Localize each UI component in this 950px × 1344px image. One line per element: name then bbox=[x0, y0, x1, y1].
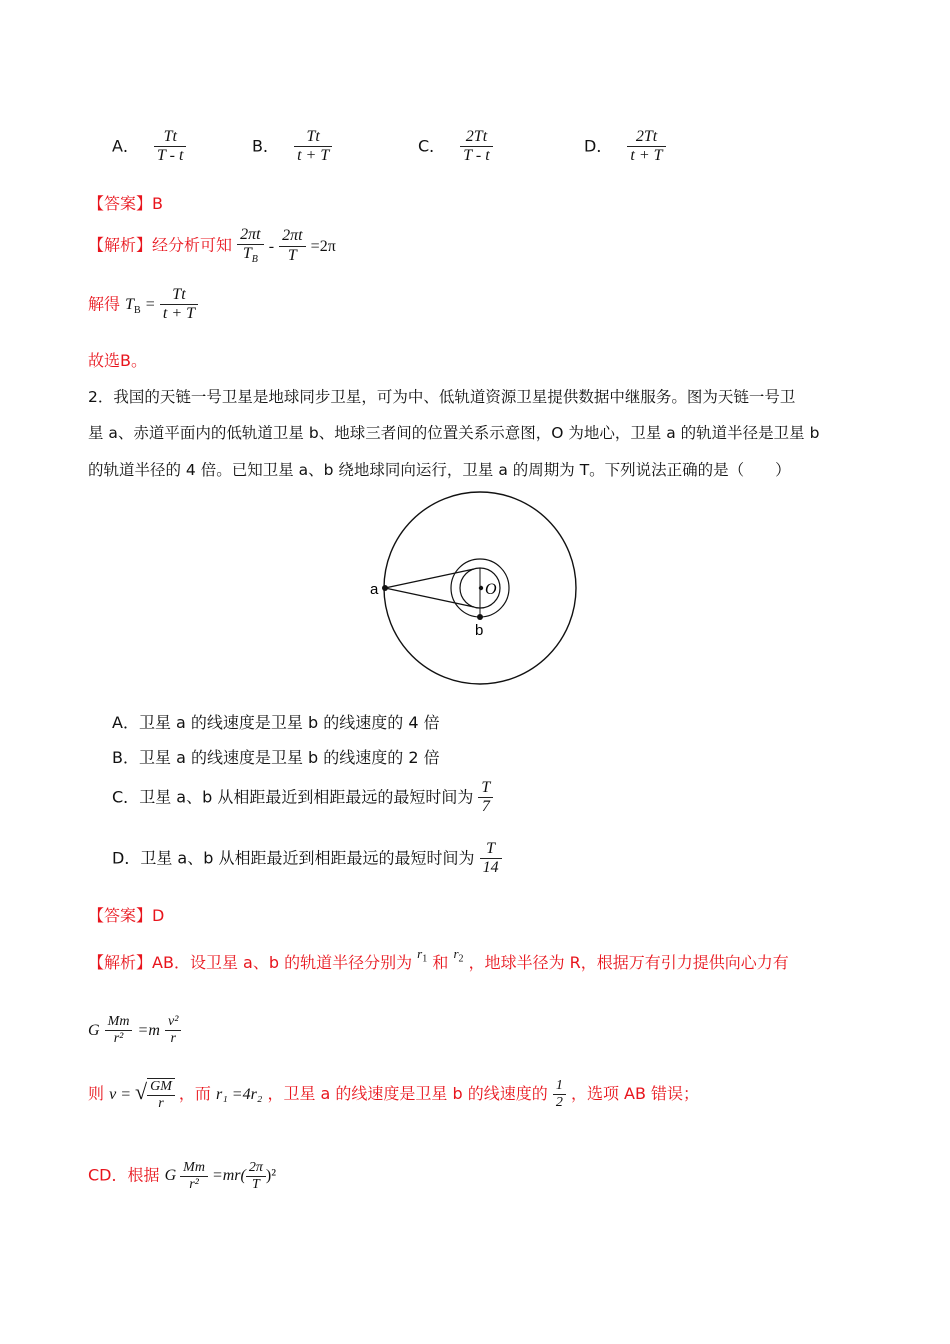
q2-option-b bbox=[112, 745, 440, 768]
fraction-den: r² bbox=[105, 1030, 133, 1047]
label-o: O bbox=[485, 581, 497, 598]
fraction-num: 2π bbox=[248, 1160, 263, 1175]
fraction-den: T bbox=[279, 246, 305, 265]
fraction bbox=[154, 128, 186, 166]
fraction bbox=[105, 1014, 133, 1047]
q2-then-line bbox=[88, 1078, 699, 1113]
option-letter: B． bbox=[112, 748, 139, 767]
fraction bbox=[180, 1160, 208, 1193]
fraction-den: 14 bbox=[480, 858, 502, 877]
option-letter: B． bbox=[252, 136, 279, 156]
fraction-den: t + T bbox=[160, 304, 198, 323]
fraction bbox=[279, 227, 305, 265]
solve-text: 解得 bbox=[88, 294, 121, 314]
label-a: a bbox=[370, 581, 379, 598]
eq5-rhs: =mr( bbox=[211, 1167, 246, 1185]
eq2-lhs-sub: B bbox=[134, 305, 141, 317]
fraction bbox=[478, 779, 493, 817]
equation-rhs: =2π bbox=[310, 237, 336, 255]
fraction-num: 2πt bbox=[240, 226, 261, 243]
fraction-den: r bbox=[147, 1095, 175, 1112]
equation-2 bbox=[125, 286, 198, 323]
fraction bbox=[237, 226, 263, 266]
fraction-num: v² bbox=[167, 1014, 179, 1029]
eq2-equals: = bbox=[145, 296, 155, 314]
fraction-den: 7 bbox=[478, 797, 493, 816]
eq5-tail: )² bbox=[265, 1167, 276, 1185]
q2-option-a bbox=[112, 710, 440, 733]
q2-stem-line3: 的轨道半径的 4 倍。已知卫星 a、b 绕地球同向运行，卫星 a 的周期为 T。下列说法正确的是（ ） bbox=[88, 461, 791, 479]
and-text: 和 bbox=[432, 953, 449, 972]
fraction-den: r² bbox=[180, 1176, 208, 1193]
eq2-lhs: T bbox=[125, 296, 135, 314]
fraction-den: T - t bbox=[154, 146, 186, 165]
analysis-text: AB．设卫星 a、b 的轨道半径分别为 bbox=[152, 953, 413, 972]
fraction-num: 2Tt bbox=[635, 128, 658, 145]
r2-sub: 2 bbox=[458, 953, 464, 965]
cd-text: CD．根据 bbox=[88, 1165, 160, 1185]
fraction bbox=[246, 1160, 266, 1193]
satellite-b-dot bbox=[477, 614, 483, 620]
fraction-num: T bbox=[481, 779, 491, 796]
q1-option-d bbox=[584, 128, 666, 166]
q2-stem-line2: 星 a、赤道平面内的低轨道卫星 b、地球三者间的位置关系示意图，O 为地心，卫星 a 的轨道半径是卫星 b bbox=[88, 424, 820, 442]
sqrt-icon: √ bbox=[135, 1079, 148, 1105]
eq4-mid-text: ，而 bbox=[178, 1084, 211, 1104]
q1-conclusion: 故选B。 bbox=[88, 351, 147, 370]
minus-sign: - bbox=[268, 237, 275, 255]
eq4-text: ，卫星 a 的线速度是卫星 b 的线速度的 bbox=[267, 1084, 548, 1104]
r1-sub: 1 bbox=[422, 953, 428, 965]
option-text: 卫星 a 的线速度是卫星 b 的线速度的 2 倍 bbox=[138, 748, 440, 767]
fraction-den: T - t bbox=[460, 146, 492, 165]
option-letter: D． bbox=[584, 136, 613, 156]
fraction-den: 2 bbox=[553, 1094, 566, 1111]
fraction-den: T bbox=[246, 1176, 266, 1193]
fraction-num: T bbox=[486, 840, 496, 857]
q2-option-c bbox=[112, 779, 493, 817]
label-b: b bbox=[475, 622, 484, 639]
satellite-a-dot bbox=[382, 585, 388, 591]
q1-option-b bbox=[252, 128, 332, 166]
eq3-equals: =m bbox=[137, 1022, 160, 1040]
eq4-relation: r₁ =4r₂ bbox=[215, 1086, 263, 1104]
q1-option-a bbox=[112, 128, 186, 166]
option-letter: A． bbox=[112, 136, 139, 156]
fraction bbox=[460, 128, 492, 166]
den-text: T bbox=[242, 245, 252, 263]
fraction bbox=[480, 840, 502, 878]
r2-letter: r bbox=[453, 946, 459, 961]
q1-solve bbox=[88, 286, 198, 324]
option-letter: C． bbox=[418, 136, 446, 156]
fraction-num: Tt bbox=[163, 128, 177, 145]
q2-stem-line1: 2．我国的天链一号卫星是地球同步卫星，可为中、低轨道资源卫星提供数据中继服务。图为天链一号卫 bbox=[88, 388, 796, 406]
fraction-den: t + T bbox=[627, 146, 665, 165]
fraction bbox=[294, 128, 332, 166]
fraction bbox=[160, 286, 198, 324]
fraction-num: 2Tt bbox=[465, 128, 488, 145]
option-letter: C． bbox=[112, 787, 140, 807]
option-text: 卫星 a、b 从相距最近到相距最远的最短时间为 bbox=[140, 848, 475, 868]
fraction-den: r bbox=[165, 1030, 181, 1047]
analysis-text-end: ，地球半径为 R，根据万有引力提供向心力有 bbox=[468, 953, 789, 972]
r1-letter: r bbox=[417, 946, 423, 961]
den-sub: B bbox=[251, 254, 258, 266]
analysis-label: 【解析】 bbox=[88, 235, 153, 255]
fraction-num: Mm bbox=[107, 1014, 130, 1029]
fraction-num: GM bbox=[150, 1079, 172, 1095]
q1-analysis bbox=[88, 226, 336, 266]
option-letter: D． bbox=[112, 848, 141, 868]
fraction-num: 2πt bbox=[282, 227, 303, 245]
analysis-label: 【解析】 bbox=[88, 953, 153, 972]
option-text: 卫星 a、b 从相距最近到相距最远的最短时间为 bbox=[139, 787, 474, 807]
orbit-diagram bbox=[360, 488, 590, 688]
center-o-dot bbox=[479, 586, 483, 590]
equation-5 bbox=[164, 1160, 276, 1193]
option-text: 卫星 a 的线速度是卫星 b 的线速度的 4 倍 bbox=[138, 713, 440, 732]
fraction-den bbox=[237, 244, 263, 266]
fraction bbox=[165, 1014, 181, 1047]
fraction-den: t + T bbox=[294, 146, 332, 165]
r1-symbol bbox=[417, 946, 428, 965]
q2-cd-line bbox=[88, 1160, 276, 1193]
fraction-num: 1 bbox=[555, 1078, 563, 1093]
eq4-end-text: ，选项 AB 错误； bbox=[570, 1084, 700, 1104]
option-letter: A． bbox=[112, 713, 139, 732]
q1-option-c bbox=[418, 128, 493, 166]
q2-option-d bbox=[112, 840, 502, 878]
eq5-g: G bbox=[164, 1167, 177, 1185]
eq4-lhs: v = bbox=[109, 1086, 132, 1104]
fraction-num: Tt bbox=[172, 286, 186, 303]
fraction bbox=[553, 1078, 566, 1111]
eq3-g: G bbox=[88, 1022, 100, 1040]
analysis-text: 经分析可知 bbox=[152, 235, 233, 255]
fraction bbox=[147, 1078, 175, 1112]
q2-answer: 【答案】D bbox=[88, 906, 165, 925]
fraction-num: Tt bbox=[306, 128, 320, 145]
r2-symbol bbox=[453, 946, 464, 965]
equation-3 bbox=[88, 1014, 181, 1047]
fraction-num: Mm bbox=[183, 1160, 205, 1175]
then-text: 则 bbox=[88, 1084, 105, 1104]
q1-answer: 【答案】B bbox=[88, 194, 163, 213]
fraction bbox=[627, 128, 665, 166]
q2-analysis bbox=[88, 946, 789, 975]
equation-4 bbox=[109, 1079, 179, 1112]
